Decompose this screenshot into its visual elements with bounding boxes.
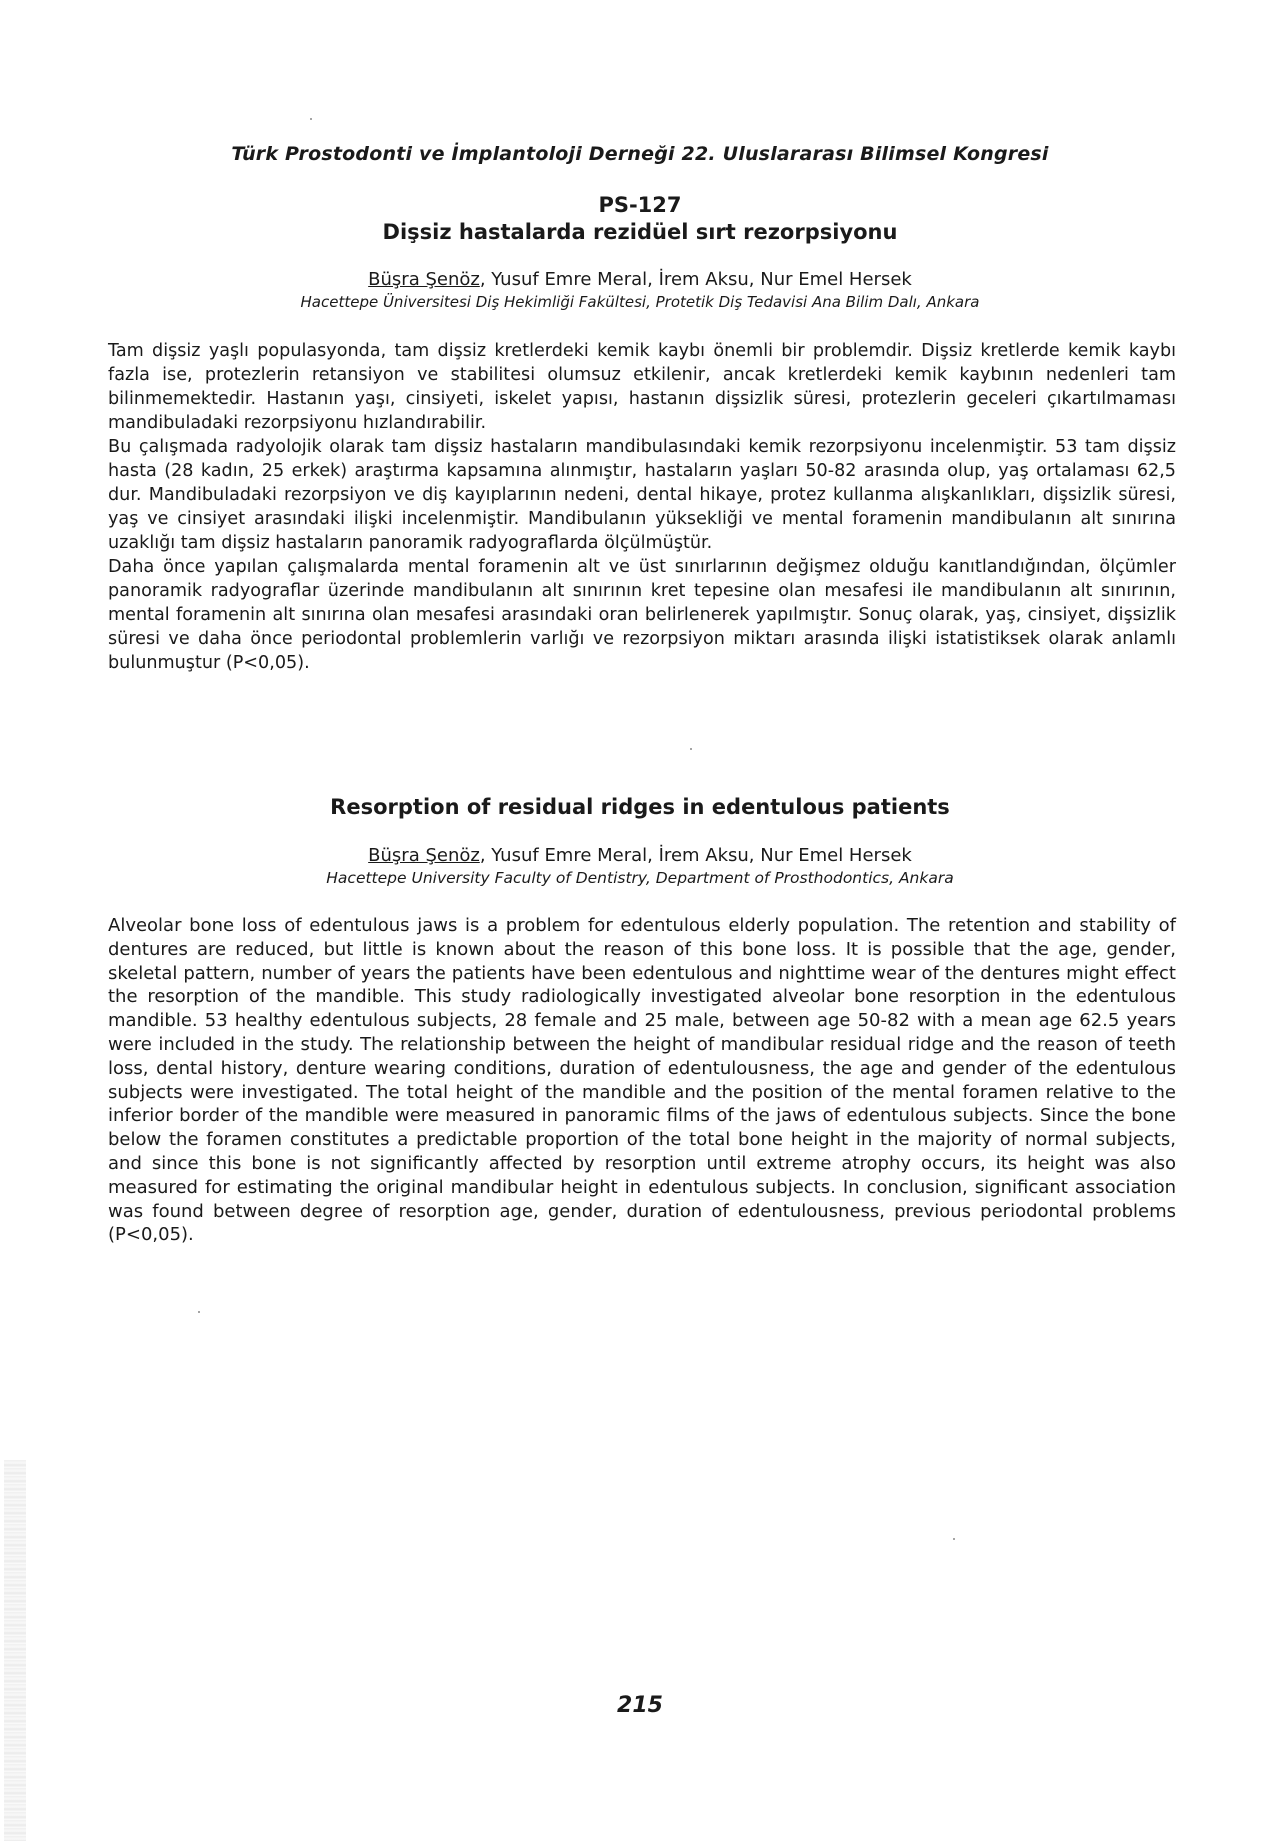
scan-speck [310, 118, 312, 120]
scan-speck [198, 1311, 200, 1313]
author-list-english [0, 845, 1280, 866]
conference-header: Türk Prostodonti ve İmplantoloji Derneği 22. Uluslararası Bilimsel Kongresi [231, 143, 1049, 165]
co-authors: , Yusuf Emre Meral, İrem Aksu, Nur Emel Hersek [479, 845, 912, 866]
abstract-title-english: Resorption of residual ridges in edentulous patients [330, 795, 950, 819]
scan-speck [953, 1538, 955, 1540]
abstract-body-english [108, 914, 1176, 1247]
paragraph: Daha önce yapılan çalışmalarda mental foramenin alt ve üst sınırlarının değişmez olduğu kanıtlandığından, ölçümler panoramik radyograflar üzerinde mandibulanın alt sınırının kret tepesine olan mesafesi ile mandibulanın alt sınırının, mental foramenin alt sınırına olan mesafesi arasındaki oran belirlenerek yapılmıştır. Sonuç olarak, yaş, cinsiyet, dişsizlik süresi ve daha önce periodontal problemlerin varlığı ve rezorpsiyon miktarı arasında ilişki istatistiksek olarak anlamlı bulunmuştur (P<0,05). [108, 557, 1176, 673]
abstract-title-turkish: Dişsiz hastalarda rezidüel sırt rezorpsiyonu [382, 220, 898, 244]
affiliation-turkish: Hacettepe Üniversitesi Diş Hekimliği Fakültesi, Protetik Diş Tedavisi Ana Bilim Dalı, Ankara [300, 293, 980, 311]
abstract-code: PS-127 [598, 193, 682, 217]
page-number: 215 [617, 1693, 663, 1718]
scan-artifact [4, 1460, 26, 1841]
affiliation-english: Hacettepe University Faculty of Dentistry, Department of Prosthodontics, Ankara [326, 869, 954, 887]
presenting-author: Büşra Şenöz [368, 269, 480, 290]
abstract-body-turkish [108, 339, 1176, 675]
scan-speck [690, 748, 692, 750]
co-authors: , Yusuf Emre Meral, İrem Aksu, Nur Emel Hersek [479, 269, 912, 290]
presenting-author: Büşra Şenöz [368, 845, 480, 866]
paragraph: Alveolar bone loss of edentulous jaws is a problem for edentulous elderly population. The retention and stability of dentures are reduced, but little is known about the reason of this bone loss. It is possible that the age, gender, skeletal pattern, number of years the patients have been edentulous and nighttime wear of the dentures might effect the resorption of the mandible. This study radiologically investigated alveolar bone resorption in the edentulous mandible. 53 healthy edentulous subjects, 28 female and 25 male, between age 50-82 with a mean age 62.5 years were included in the study. The relationship between the height of mandibular residual ridge and the reason of teeth loss, dental history, denture wearing conditions, duration of edentulousness, the age and gender of the edentulous subjects were investigated. The total height of the mandible and the position of the mental foramen relative to the inferior border of the mandible were measured in panoramic films of the jaws of edentulous subjects. Since the bone below the foramen constitutes a predictable proportion of the total bone height in the majority of normal subjects, and since this bone is not significantly affected by resorption until extreme atrophy occurs, its height was also measured for estimating the original mandibular height in edentulous subjects. In conclusion, significant association was found between degree of resorption age, gender, duration of edentulousness, previous periodontal problems (P<0,05). [108, 915, 1176, 1246]
author-list-turkish [0, 269, 1280, 290]
paragraph: Tam dişsiz yaşlı populasyonda, tam dişsiz kretlerdeki kemik kaybı önemli bir problemdir. Dişsiz kretlerde kemik kaybı fazla ise, protezlerin retansiyon ve stabilitesi olumsuz etkilenir, ancak kretlerdeki kemik kaybının nedenleri tam bilinmemektedir. Hastanın yaşı, cinsiyeti, iskelet yapısı, hastanın dişsizlik süresi, protezlerin geceleri çıkartılmaması mandibuladaki rezorpsiyonu hızlandırabilir. [108, 341, 1176, 433]
paragraph: Bu çalışmada radyolojik olarak tam dişsiz hastaların mandibulasındaki kemik rezorpsiyonu incelenmiştir. 53 tam dişsiz hasta (28 kadın, 25 erkek) araştırma kapsamına alınmıştır, hastaların yaşları 50-82 arasında olup, yaş ortalaması 62,5 dur. Mandibuladaki rezorpsiyon ve diş kayıplarının nedeni, dental hikaye, protez kullanma alışkanlıkları, dişsizlik süresi, yaş ve cinsiyet arasındaki ilişki incelenmiştir. Mandibulanın yüksekliği ve mental foramenin mandibulanın alt sınırına uzaklığı tam dişsiz hastaların panoramik radyograflarda ölçülmüştür. [108, 437, 1176, 553]
